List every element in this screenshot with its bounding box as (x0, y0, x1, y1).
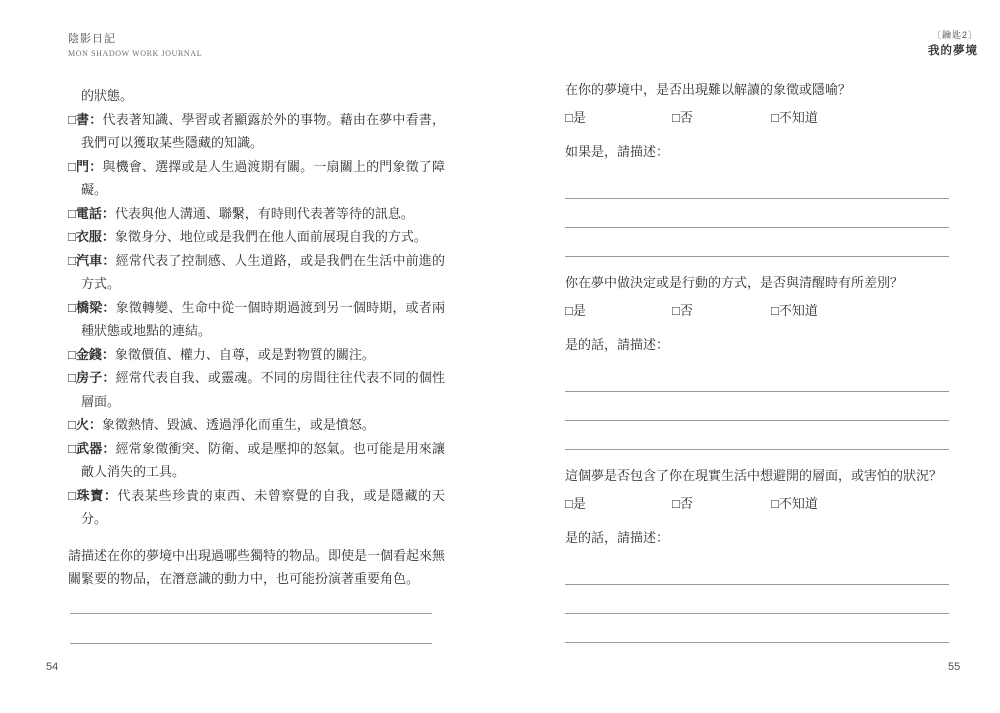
write-line[interactable] (565, 421, 949, 450)
option-checkbox-icon[interactable]: □ (672, 303, 680, 318)
checkbox-icon[interactable]: □ (68, 440, 77, 456)
option-label: 是 (572, 303, 586, 318)
option (672, 108, 771, 128)
symbol-item (68, 225, 445, 249)
symbol-term: 橋梁： (76, 299, 116, 315)
option (565, 301, 672, 321)
checkbox-icon[interactable]: □ (68, 252, 77, 268)
question-block (565, 80, 949, 257)
symbol-description: 代表著知識、學習或者顯露於外的事物。藉由在夢中看書，我們可以獲取某些隱藏的知識。 (81, 111, 445, 150)
symbol-item (68, 366, 445, 413)
chapter-label: 〔鑰匙2〕 (931, 30, 978, 40)
write-line[interactable] (565, 199, 949, 228)
option-label: 不知道 (778, 110, 818, 125)
option-checkbox-icon[interactable]: □ (771, 303, 779, 318)
write-line[interactable] (565, 228, 949, 257)
options-row (565, 494, 949, 514)
questions (565, 80, 949, 659)
option-checkbox-icon[interactable]: □ (771, 110, 779, 125)
symbol-term: 火： (75, 417, 102, 432)
symbol-description: 象徵熱情、毀滅、透過淨化而重生，或是憤怒。 (101, 417, 375, 432)
prompt-text: 請描述在你的夢境中出現過哪些獨特的物品。即使是一個看起來無關緊要的物品，在潛意識的動力中，也可能扮演著重要角色。 (68, 547, 446, 586)
options-row (565, 108, 949, 128)
symbol-description: 代表某些珍貴的東西、未曾察覺的自我，或是隱藏的天分。 (81, 487, 445, 526)
followup-label: 是的話，請描述： (565, 530, 670, 545)
symbol-term: 金錢： (75, 346, 115, 362)
option (771, 494, 818, 514)
symbol-item (68, 202, 445, 226)
option (771, 301, 818, 321)
options-row (565, 301, 949, 321)
write-line[interactable] (565, 392, 949, 421)
write-line[interactable] (70, 614, 432, 644)
symbol-item (68, 437, 445, 484)
checkbox-icon[interactable]: □ (68, 346, 76, 362)
option (672, 301, 771, 321)
symbol-term: 珠寶： (76, 487, 118, 503)
symbol-description: 代表與他人溝通、聯繫，有時則代表著等待的訊息。 (114, 205, 414, 221)
write-line[interactable] (565, 585, 949, 614)
checkbox-icon[interactable]: □ (68, 487, 77, 503)
option-label: 否 (679, 110, 693, 125)
symbol-description: 象徵價值、權力、自尊，或是對物質的關注。 (114, 346, 375, 362)
write-line[interactable] (70, 584, 432, 614)
followup-label: 如果是，請描述： (565, 144, 670, 159)
journal-subtitle: MON SHADOW WORK JOURNAL (68, 48, 203, 58)
symbol-description: 經常代表自我、或靈魂。不同的房間往往代表不同的個性層面。 (81, 370, 445, 409)
option (672, 494, 771, 514)
option-label: 不知道 (778, 303, 818, 318)
symbol-description: 經常代表了控制感、人生道路，或是我們在生活中前進的方式。 (81, 252, 445, 291)
checkbox-icon[interactable]: □ (68, 205, 76, 221)
write-line[interactable] (565, 556, 949, 585)
symbol-item (68, 484, 445, 531)
page-number-left: 54 (46, 661, 59, 673)
option (771, 108, 818, 128)
symbol-description: 象徵轉變、生命中從一個時期過渡到另一個時期，或者兩種狀態或地點的連結。 (81, 299, 445, 338)
question-text: 這個夢是否包含了你在現實生活中想避開的層面，或害怕的狀況？ (565, 468, 943, 483)
journal-title: 陰影日記 (68, 33, 116, 45)
question-text: 你在夢中做決定或是行動的方式，是否與清醒時有所差別？ (565, 275, 904, 290)
checkbox-icon[interactable]: □ (68, 158, 77, 174)
write-line[interactable] (565, 614, 949, 643)
symbol-item (68, 296, 445, 343)
symbol-list (68, 108, 445, 531)
symbol-term: 房子： (76, 370, 116, 385)
symbol-term: 電話： (75, 205, 115, 221)
symbol-item (68, 249, 445, 296)
write-line[interactable] (565, 170, 949, 199)
left-page-header (68, 33, 202, 59)
symbol-description: 經常象徵衝突、防衛、或是壓抑的怒氣。也可能是用來讓敵人消失的工具。 (81, 440, 445, 479)
option-checkbox-icon[interactable]: □ (672, 496, 680, 511)
question-block (565, 273, 949, 450)
symbol-term: 汽車： (76, 252, 116, 268)
right-page-header (928, 30, 978, 59)
option-label: 否 (679, 496, 693, 511)
option-checkbox-icon[interactable]: □ (565, 496, 573, 511)
option-checkbox-icon[interactable]: □ (565, 110, 573, 125)
symbol-description: 與機會、選擇或是人生過渡期有關。一扇關上的門象徵了障礙。 (81, 158, 445, 197)
symbol-item (68, 343, 445, 367)
symbol-term: 武器： (76, 440, 116, 456)
checkbox-icon[interactable]: □ (68, 111, 77, 127)
symbol-item (68, 155, 445, 202)
symbol-description: 象徵身分、地位或是我們在他人面前展現自我的方式。 (114, 229, 427, 244)
option-checkbox-icon[interactable]: □ (672, 110, 680, 125)
question-text: 在你的夢境中，是否出現難以解讀的象徵或隱喻？ (565, 82, 852, 97)
option-label: 否 (679, 303, 693, 318)
option-checkbox-icon[interactable]: □ (771, 496, 779, 511)
write-line[interactable] (565, 363, 949, 392)
option-label: 是 (572, 110, 586, 125)
checkbox-icon[interactable]: □ (68, 229, 76, 244)
symbol-item (68, 413, 445, 437)
symbol-term: 門： (76, 158, 103, 174)
followup-label: 是的話，請描述： (565, 337, 670, 352)
section-title: 我的夢境 (928, 44, 978, 57)
symbol-item (68, 108, 445, 155)
option (565, 108, 672, 128)
checkbox-icon[interactable]: □ (68, 417, 76, 432)
left-write-lines (70, 584, 432, 644)
option-label: 不知道 (778, 496, 818, 511)
option-checkbox-icon[interactable]: □ (565, 303, 573, 318)
symbol-term: 書： (76, 111, 103, 127)
option (565, 494, 672, 514)
question-block (565, 466, 949, 643)
page-number-right: 55 (948, 661, 961, 673)
intro-continuation: 的狀態。 (81, 88, 134, 103)
checkbox-icon[interactable]: □ (68, 299, 77, 315)
checkbox-icon[interactable]: □ (68, 370, 77, 385)
option-label: 是 (572, 496, 586, 511)
symbol-section (68, 84, 445, 591)
symbol-term: 衣服： (75, 229, 115, 244)
